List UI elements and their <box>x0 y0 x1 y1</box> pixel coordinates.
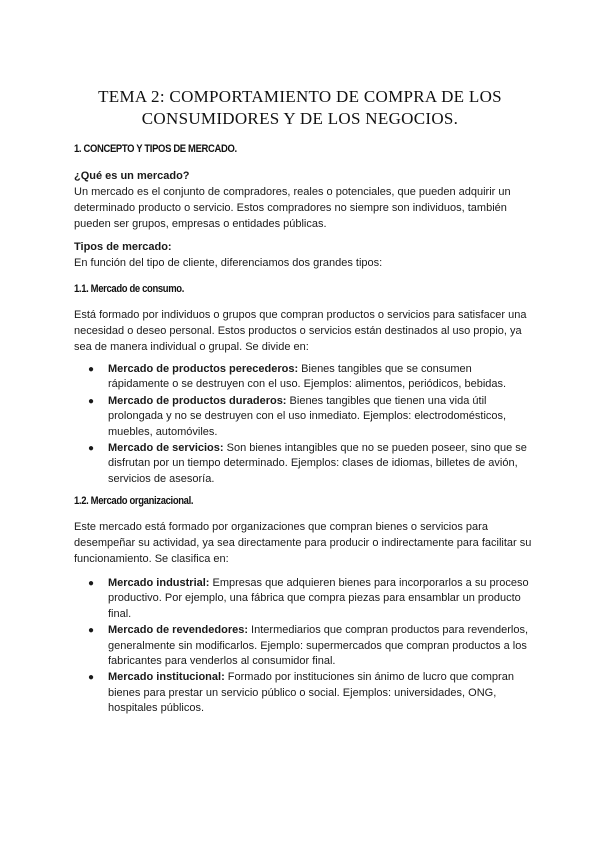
list-item <box>74 441 534 487</box>
list-item-text: Bienes tangibles que se consumen rápidamente o se destruyen con el uso. Ejemplos: alimentos, periódicos, bebidas. <box>108 363 507 391</box>
tipos-mercado-block <box>74 239 534 271</box>
document-title-line-1: TEMA 2: COMPORTAMIENTO DE COMPRA DE LOS <box>98 87 502 106</box>
bullet-icon: ● <box>88 443 95 455</box>
list-item-term: Mercado de productos duraderos: <box>108 394 287 407</box>
list-item <box>74 670 534 716</box>
bullet-icon: ● <box>88 578 95 589</box>
list-item-term: Mercado institucional: <box>108 671 225 684</box>
list-item-term: Mercado de servicios: <box>108 442 224 455</box>
section-1-1-text: Está formado por individuos o grupos que compran productos o servicios para satisfacer una necesidad o deseo personal. Estos productos o servicios están destinados al uso propio, ya sea de manera individual o grupal. Se divide en: <box>74 309 527 353</box>
document-title <box>60 86 540 130</box>
mercado-definition-block <box>74 168 534 232</box>
section-1-2-heading: 1.2. Mercado organizacional. <box>74 495 194 507</box>
list-item-term: Mercado de productos perecederos: <box>108 363 299 375</box>
section-1-2-text: Este mercado está formado por organizaciones que compran bienes o servicios para desempeñar su actividad, ya sea directamente para producir o indirectamente para facilitar su funcionamiento. Se clasifica en: <box>74 521 532 565</box>
bullet-icon: ● <box>88 395 95 407</box>
list-item-text: Son bienes intangibles que no se pueden poseer, sino que se disfrutan por un tiempo determinado. Ejemplos: clases de idiomas, billetes de avión, servicios de asesoría. <box>108 442 527 485</box>
consumo-bullet-list <box>74 362 534 488</box>
section-1-heading: 1. CONCEPTO Y TIPOS DE MERCADO. <box>74 143 237 155</box>
bullet-icon: ● <box>88 625 95 637</box>
list-item <box>74 362 534 393</box>
section-1-1-heading: 1.1. Mercado de consumo. <box>74 283 185 295</box>
list-item-text: Bienes tangibles que tienen una vida útil prolongada y no se destruyen con el uso inmediato. Ejemplos: electrodomésticos, muebles, automóviles. <box>108 394 507 438</box>
section-1-2-paragraph <box>74 519 534 567</box>
list-item <box>74 576 534 622</box>
section-1-1-paragraph <box>74 307 534 355</box>
list-item-text: Formado por instituciones sin ánimo de lucro que compran bienes para prestar un servicio público o social. Ejemplos: universidades, ONG, hospitales públicos. <box>108 671 514 715</box>
list-item-term: Mercado industrial: <box>108 577 210 589</box>
bullet-icon: ● <box>88 364 95 375</box>
list-item <box>74 623 534 669</box>
document-title-line-2: CONSUMIDORES Y DE LOS NEGOCIOS. <box>141 109 459 128</box>
tipos-mercado-heading: Tipos de mercado: <box>74 241 172 253</box>
tipos-mercado-text: En función del tipo de cliente, diferenciamos dos grandes tipos: <box>74 257 383 269</box>
bullet-icon: ● <box>88 672 95 684</box>
mercado-definition-text: Un mercado es el conjunto de compradores, reales o potenciales, que pueden adquirir un determinado producto o servicio. Estos compradores no siempre son individuos, también pueden ser grupos, empresas o entidades públicas. <box>74 186 511 230</box>
mercado-question-heading: ¿Qué es un mercado? <box>74 170 190 182</box>
organizacional-bullet-list <box>74 576 534 718</box>
list-item-term: Mercado de revendedores: <box>108 624 248 637</box>
list-item-text: Intermediarios que compran productos para revenderlos, generalmente sin modificarlos. Ejemplo: supermercados que compran productos a los fabricantes para venderlos al consumidor final. <box>108 624 529 668</box>
list-item <box>74 394 534 440</box>
list-item-text: Empresas que adquieren bienes para incorporarlos a su proceso productivo. Por ejemplo, una fábrica que compra piezas para ensamblar un producto final. <box>108 577 529 620</box>
